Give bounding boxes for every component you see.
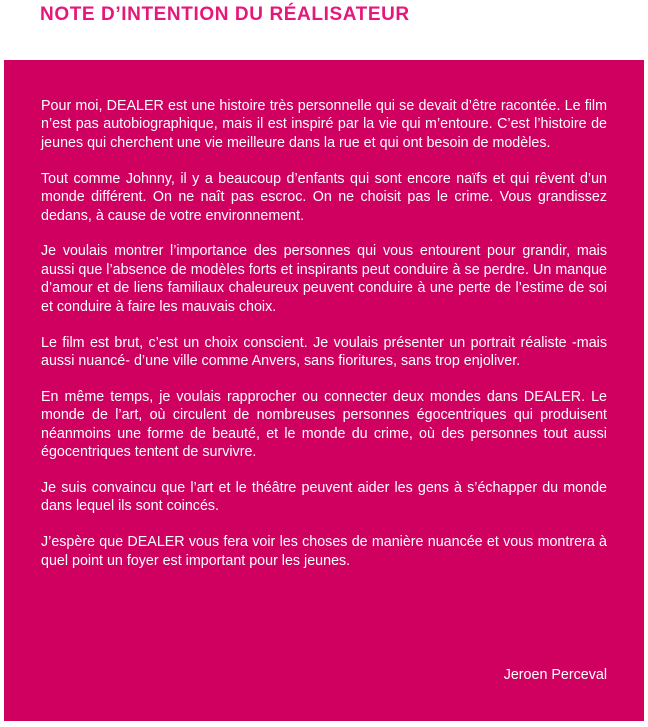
statement-panel [4, 60, 644, 721]
page-title: NOTE D’INTENTION DU RÉALISATEUR [40, 4, 410, 25]
statement-body [41, 97, 607, 588]
paragraph-7: J’espère que DEALER vous fera voir les choses de manière nuancée et vous montrera à quel point un foyer est important pour les jeunes. [41, 534, 607, 569]
author-signature: Jeroen Perceval [503, 667, 607, 683]
paragraph-4: Le film est brut, c’est un choix conscient. Je voulais présenter un portrait réaliste -mais aussi nuancé- d’une ville comme Anvers, sans fioritures, sans trop enjoliver. [41, 334, 607, 369]
paragraph-6: Je suis convaincu que l’art et le théâtre peuvent aider les gens à s’échapper du monde dans lequel ils sont coincés. [41, 480, 607, 515]
paragraph-2: Tout comme Johnny, il y a beaucoup d’enfants qui sont encore naïfs et qui rêvent d’un monde différent. On ne naît pas escroc. On ne choisit pas le crime. Vous grandissez dedans, à cause de votre environnement. [41, 170, 607, 224]
paragraph-3: Je voulais montrer l’importance des personnes qui vous entourent pour grandir, mais aussi que l’absence de modèles forts et inspirants peut conduire à se perdre. Un manque d’amour et de liens familiaux chaleureux peuvent conduire à une perte de l’estime de soi et conduire à faire les mauvais choix. [41, 243, 607, 315]
paragraph-5: En même temps, je voulais rapprocher ou connecter deux mondes dans DEALER. Le monde de l’art, où circulent de nombreuses personnes égocentriques qui produisent néanmoins une forme de beauté, et le monde du crime, où des personnes tout aussi égocentriques tentent de survivre. [41, 388, 607, 461]
paragraph-1: Pour moi, DEALER est une histoire très personnelle qui se devait d’être racontée. Le film n’est pas autobiographique, mais il est inspiré par la vie qui m’entoure. C’est l’histoire de jeunes qui cherchent une vie meilleure dans la rue et qui ont besoin de modèles. [41, 98, 607, 151]
